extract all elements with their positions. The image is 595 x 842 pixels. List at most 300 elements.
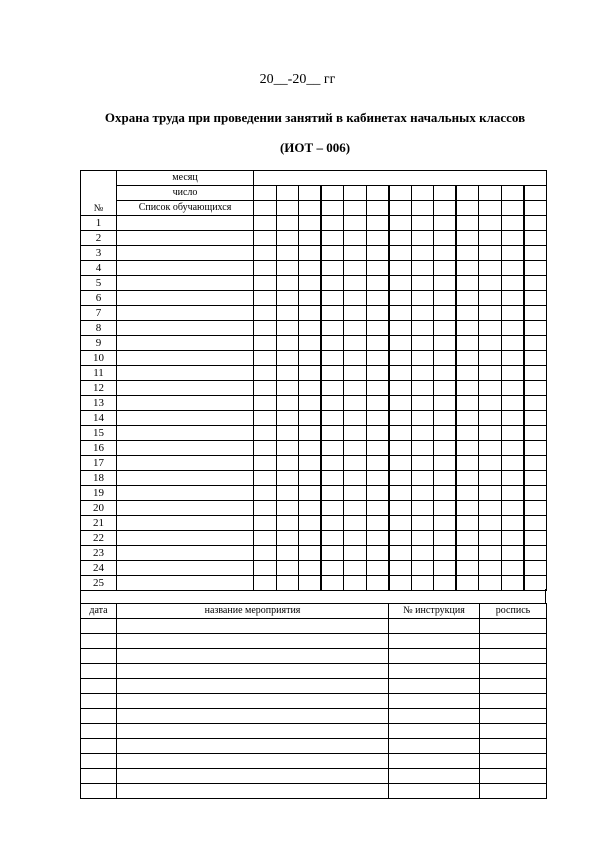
attendance-cell[interactable]	[479, 321, 502, 336]
attendance-cell[interactable]	[389, 531, 412, 546]
attendance-cell[interactable]	[434, 291, 457, 306]
attendance-cell[interactable]	[276, 486, 299, 501]
student-name-cell[interactable]	[117, 471, 254, 486]
attendance-cell[interactable]	[434, 531, 457, 546]
attendance-cell[interactable]	[501, 321, 524, 336]
event-instruction-cell[interactable]	[389, 694, 480, 709]
event-date-cell[interactable]	[81, 679, 117, 694]
attendance-cell[interactable]	[411, 336, 434, 351]
attendance-cell[interactable]	[299, 561, 322, 576]
attendance-cell[interactable]	[501, 501, 524, 516]
attendance-cell[interactable]	[524, 276, 547, 291]
attendance-cell[interactable]	[434, 561, 457, 576]
attendance-cell[interactable]	[456, 216, 479, 231]
event-date-cell[interactable]	[81, 664, 117, 679]
attendance-cell[interactable]	[344, 426, 367, 441]
event-instruction-cell[interactable]	[389, 739, 480, 754]
student-name-cell[interactable]	[117, 516, 254, 531]
attendance-cell[interactable]	[366, 531, 389, 546]
attendance-cell[interactable]	[276, 306, 299, 321]
attendance-cell[interactable]	[321, 471, 344, 486]
event-date-cell[interactable]	[81, 739, 117, 754]
attendance-cell[interactable]	[524, 411, 547, 426]
event-signature-cell[interactable]	[480, 754, 547, 769]
attendance-cell[interactable]	[389, 306, 412, 321]
attendance-cell[interactable]	[344, 186, 367, 201]
attendance-cell[interactable]	[299, 456, 322, 471]
attendance-cell[interactable]	[456, 561, 479, 576]
attendance-cell[interactable]	[524, 306, 547, 321]
event-name-cell[interactable]	[117, 739, 389, 754]
attendance-cell[interactable]	[411, 441, 434, 456]
attendance-cell[interactable]	[434, 366, 457, 381]
attendance-cell[interactable]	[524, 216, 547, 231]
attendance-cell[interactable]	[456, 321, 479, 336]
attendance-cell[interactable]	[411, 246, 434, 261]
attendance-cell[interactable]	[344, 471, 367, 486]
attendance-cell[interactable]	[299, 351, 322, 366]
attendance-cell[interactable]	[254, 546, 277, 561]
attendance-cell[interactable]	[501, 471, 524, 486]
attendance-cell[interactable]	[501, 486, 524, 501]
attendance-cell[interactable]	[501, 306, 524, 321]
attendance-cell[interactable]	[276, 231, 299, 246]
attendance-cell[interactable]	[501, 186, 524, 201]
attendance-cell[interactable]	[299, 366, 322, 381]
attendance-cell[interactable]	[344, 501, 367, 516]
attendance-cell[interactable]	[299, 336, 322, 351]
attendance-cell[interactable]	[501, 366, 524, 381]
attendance-cell[interactable]	[254, 246, 277, 261]
attendance-cell[interactable]	[299, 306, 322, 321]
attendance-cell[interactable]	[389, 291, 412, 306]
attendance-cell[interactable]	[456, 516, 479, 531]
attendance-cell[interactable]	[254, 501, 277, 516]
attendance-cell[interactable]	[411, 456, 434, 471]
attendance-cell[interactable]	[321, 246, 344, 261]
attendance-cell[interactable]	[321, 531, 344, 546]
attendance-cell[interactable]	[321, 216, 344, 231]
event-signature-cell[interactable]	[480, 694, 547, 709]
attendance-cell[interactable]	[366, 246, 389, 261]
attendance-cell[interactable]	[344, 411, 367, 426]
attendance-cell[interactable]	[524, 561, 547, 576]
attendance-cell[interactable]	[434, 456, 457, 471]
student-name-cell[interactable]	[117, 276, 254, 291]
event-name-cell[interactable]	[117, 634, 389, 649]
attendance-cell[interactable]	[434, 501, 457, 516]
attendance-cell[interactable]	[366, 501, 389, 516]
student-name-cell[interactable]	[117, 546, 254, 561]
attendance-cell[interactable]	[479, 291, 502, 306]
attendance-cell[interactable]	[479, 501, 502, 516]
attendance-cell[interactable]	[479, 381, 502, 396]
attendance-cell[interactable]	[389, 321, 412, 336]
attendance-cell[interactable]	[524, 201, 547, 216]
student-name-cell[interactable]	[117, 261, 254, 276]
attendance-cell[interactable]	[434, 546, 457, 561]
attendance-cell[interactable]	[344, 396, 367, 411]
attendance-cell[interactable]	[434, 306, 457, 321]
attendance-cell[interactable]	[344, 306, 367, 321]
student-name-cell[interactable]	[117, 351, 254, 366]
student-name-cell[interactable]	[117, 486, 254, 501]
attendance-cell[interactable]	[479, 261, 502, 276]
attendance-cell[interactable]	[524, 321, 547, 336]
attendance-cell[interactable]	[479, 516, 502, 531]
attendance-cell[interactable]	[411, 321, 434, 336]
student-name-cell[interactable]	[117, 456, 254, 471]
attendance-cell[interactable]	[411, 516, 434, 531]
event-instruction-cell[interactable]	[389, 649, 480, 664]
attendance-cell[interactable]	[299, 291, 322, 306]
attendance-cell[interactable]	[276, 426, 299, 441]
attendance-cell[interactable]	[434, 336, 457, 351]
event-name-cell[interactable]	[117, 649, 389, 664]
student-name-cell[interactable]	[117, 231, 254, 246]
attendance-cell[interactable]	[389, 381, 412, 396]
attendance-cell[interactable]	[344, 441, 367, 456]
attendance-cell[interactable]	[501, 216, 524, 231]
attendance-cell[interactable]	[411, 501, 434, 516]
attendance-cell[interactable]	[501, 456, 524, 471]
attendance-cell[interactable]	[276, 396, 299, 411]
attendance-cell[interactable]	[411, 351, 434, 366]
attendance-cell[interactable]	[321, 561, 344, 576]
attendance-cell[interactable]	[524, 351, 547, 366]
attendance-cell[interactable]	[366, 561, 389, 576]
attendance-cell[interactable]	[254, 216, 277, 231]
attendance-cell[interactable]	[344, 546, 367, 561]
event-signature-cell[interactable]	[480, 664, 547, 679]
attendance-cell[interactable]	[479, 471, 502, 486]
attendance-cell[interactable]	[366, 261, 389, 276]
attendance-cell[interactable]	[434, 186, 457, 201]
attendance-cell[interactable]	[366, 291, 389, 306]
attendance-cell[interactable]	[389, 546, 412, 561]
attendance-cell[interactable]	[479, 201, 502, 216]
attendance-cell[interactable]	[344, 366, 367, 381]
attendance-cell[interactable]	[479, 366, 502, 381]
attendance-cell[interactable]	[456, 261, 479, 276]
attendance-cell[interactable]	[344, 351, 367, 366]
event-instruction-cell[interactable]	[389, 634, 480, 649]
attendance-cell[interactable]	[501, 411, 524, 426]
attendance-cell[interactable]	[479, 351, 502, 366]
attendance-cell[interactable]	[479, 276, 502, 291]
attendance-cell[interactable]	[456, 501, 479, 516]
attendance-cell[interactable]	[501, 276, 524, 291]
attendance-cell[interactable]	[299, 231, 322, 246]
attendance-cell[interactable]	[276, 276, 299, 291]
attendance-cell[interactable]	[321, 306, 344, 321]
attendance-cell[interactable]	[411, 276, 434, 291]
attendance-cell[interactable]	[456, 201, 479, 216]
event-signature-cell[interactable]	[480, 649, 547, 664]
attendance-cell[interactable]	[299, 411, 322, 426]
attendance-cell[interactable]	[366, 396, 389, 411]
attendance-cell[interactable]	[411, 486, 434, 501]
attendance-cell[interactable]	[366, 306, 389, 321]
attendance-cell[interactable]	[344, 516, 367, 531]
student-name-cell[interactable]	[117, 306, 254, 321]
attendance-cell[interactable]	[254, 276, 277, 291]
attendance-cell[interactable]	[366, 216, 389, 231]
attendance-cell[interactable]	[389, 246, 412, 261]
attendance-cell[interactable]	[321, 411, 344, 426]
attendance-cell[interactable]	[456, 396, 479, 411]
attendance-cell[interactable]	[479, 411, 502, 426]
attendance-cell[interactable]	[254, 201, 277, 216]
attendance-cell[interactable]	[276, 216, 299, 231]
attendance-cell[interactable]	[411, 471, 434, 486]
attendance-cell[interactable]	[434, 441, 457, 456]
attendance-cell[interactable]	[389, 276, 412, 291]
attendance-cell[interactable]	[456, 366, 479, 381]
student-name-cell[interactable]	[117, 441, 254, 456]
attendance-cell[interactable]	[254, 351, 277, 366]
attendance-cell[interactable]	[456, 381, 479, 396]
attendance-cell[interactable]	[501, 426, 524, 441]
event-instruction-cell[interactable]	[389, 784, 480, 799]
attendance-cell[interactable]	[524, 486, 547, 501]
attendance-cell[interactable]	[254, 531, 277, 546]
attendance-cell[interactable]	[254, 186, 277, 201]
attendance-cell[interactable]	[366, 186, 389, 201]
attendance-cell[interactable]	[254, 396, 277, 411]
attendance-cell[interactable]	[524, 366, 547, 381]
attendance-cell[interactable]	[389, 501, 412, 516]
attendance-cell[interactable]	[299, 471, 322, 486]
attendance-cell[interactable]	[299, 501, 322, 516]
attendance-cell[interactable]	[501, 396, 524, 411]
event-signature-cell[interactable]	[480, 709, 547, 724]
attendance-cell[interactable]	[434, 261, 457, 276]
event-signature-cell[interactable]	[480, 739, 547, 754]
attendance-cell[interactable]	[524, 261, 547, 276]
attendance-cell[interactable]	[276, 516, 299, 531]
attendance-cell[interactable]	[366, 201, 389, 216]
attendance-cell[interactable]	[366, 411, 389, 426]
attendance-cell[interactable]	[276, 291, 299, 306]
attendance-cell[interactable]	[276, 471, 299, 486]
attendance-cell[interactable]	[299, 486, 322, 501]
attendance-cell[interactable]	[434, 471, 457, 486]
attendance-cell[interactable]	[321, 516, 344, 531]
attendance-cell[interactable]	[321, 381, 344, 396]
attendance-cell[interactable]	[501, 231, 524, 246]
attendance-cell[interactable]	[411, 531, 434, 546]
attendance-cell[interactable]	[389, 426, 412, 441]
event-instruction-cell[interactable]	[389, 754, 480, 769]
student-name-cell[interactable]	[117, 246, 254, 261]
attendance-cell[interactable]	[321, 426, 344, 441]
attendance-cell[interactable]	[411, 396, 434, 411]
attendance-cell[interactable]	[321, 321, 344, 336]
event-instruction-cell[interactable]	[389, 724, 480, 739]
attendance-cell[interactable]	[501, 261, 524, 276]
student-name-cell[interactable]	[117, 426, 254, 441]
attendance-cell[interactable]	[321, 456, 344, 471]
student-name-cell[interactable]	[117, 216, 254, 231]
attendance-cell[interactable]	[254, 321, 277, 336]
attendance-cell[interactable]	[479, 396, 502, 411]
attendance-cell[interactable]	[344, 216, 367, 231]
attendance-cell[interactable]	[344, 486, 367, 501]
event-instruction-cell[interactable]	[389, 679, 480, 694]
student-name-cell[interactable]	[117, 531, 254, 546]
attendance-cell[interactable]	[389, 516, 412, 531]
month-value-cell[interactable]	[254, 171, 547, 186]
attendance-cell[interactable]	[321, 366, 344, 381]
attendance-cell[interactable]	[411, 561, 434, 576]
attendance-cell[interactable]	[456, 546, 479, 561]
attendance-cell[interactable]	[299, 426, 322, 441]
attendance-cell[interactable]	[456, 351, 479, 366]
event-date-cell[interactable]	[81, 694, 117, 709]
attendance-cell[interactable]	[299, 216, 322, 231]
attendance-cell[interactable]	[389, 336, 412, 351]
attendance-cell[interactable]	[254, 441, 277, 456]
attendance-cell[interactable]	[501, 351, 524, 366]
attendance-cell[interactable]	[366, 441, 389, 456]
attendance-cell[interactable]	[434, 276, 457, 291]
attendance-cell[interactable]	[389, 201, 412, 216]
attendance-cell[interactable]	[434, 381, 457, 396]
attendance-cell[interactable]	[389, 471, 412, 486]
attendance-cell[interactable]	[411, 231, 434, 246]
attendance-cell[interactable]	[321, 486, 344, 501]
attendance-cell[interactable]	[344, 561, 367, 576]
attendance-cell[interactable]	[299, 381, 322, 396]
attendance-cell[interactable]	[299, 321, 322, 336]
attendance-cell[interactable]	[299, 546, 322, 561]
attendance-cell[interactable]	[389, 216, 412, 231]
attendance-cell[interactable]	[366, 231, 389, 246]
student-name-cell[interactable]	[117, 411, 254, 426]
attendance-cell[interactable]	[344, 291, 367, 306]
attendance-cell[interactable]	[366, 426, 389, 441]
attendance-cell[interactable]	[276, 261, 299, 276]
event-date-cell[interactable]	[81, 634, 117, 649]
attendance-cell[interactable]	[321, 396, 344, 411]
attendance-cell[interactable]	[276, 441, 299, 456]
attendance-cell[interactable]	[479, 441, 502, 456]
event-signature-cell[interactable]	[480, 619, 547, 634]
attendance-cell[interactable]	[524, 531, 547, 546]
attendance-cell[interactable]	[524, 516, 547, 531]
attendance-cell[interactable]	[366, 381, 389, 396]
attendance-cell[interactable]	[524, 381, 547, 396]
attendance-cell[interactable]	[434, 231, 457, 246]
attendance-cell[interactable]	[276, 336, 299, 351]
attendance-cell[interactable]	[456, 531, 479, 546]
attendance-cell[interactable]	[276, 456, 299, 471]
attendance-cell[interactable]	[524, 471, 547, 486]
attendance-cell[interactable]	[389, 456, 412, 471]
attendance-cell[interactable]	[299, 246, 322, 261]
event-instruction-cell[interactable]	[389, 664, 480, 679]
event-date-cell[interactable]	[81, 709, 117, 724]
attendance-cell[interactable]	[276, 546, 299, 561]
attendance-cell[interactable]	[456, 276, 479, 291]
attendance-cell[interactable]	[299, 186, 322, 201]
event-instruction-cell[interactable]	[389, 619, 480, 634]
attendance-cell[interactable]	[501, 561, 524, 576]
attendance-cell[interactable]	[524, 501, 547, 516]
attendance-cell[interactable]	[254, 516, 277, 531]
event-name-cell[interactable]	[117, 754, 389, 769]
student-name-cell[interactable]	[117, 336, 254, 351]
attendance-cell[interactable]	[321, 231, 344, 246]
attendance-cell[interactable]	[434, 396, 457, 411]
attendance-cell[interactable]	[389, 561, 412, 576]
attendance-cell[interactable]	[524, 246, 547, 261]
attendance-cell[interactable]	[524, 291, 547, 306]
attendance-cell[interactable]	[456, 486, 479, 501]
attendance-cell[interactable]	[366, 456, 389, 471]
attendance-cell[interactable]	[321, 291, 344, 306]
attendance-cell[interactable]	[411, 381, 434, 396]
event-name-cell[interactable]	[117, 769, 389, 784]
attendance-cell[interactable]	[434, 246, 457, 261]
attendance-cell[interactable]	[411, 546, 434, 561]
attendance-cell[interactable]	[321, 186, 344, 201]
event-name-cell[interactable]	[117, 619, 389, 634]
attendance-cell[interactable]	[456, 186, 479, 201]
attendance-cell[interactable]	[389, 261, 412, 276]
attendance-cell[interactable]	[456, 291, 479, 306]
attendance-cell[interactable]	[321, 501, 344, 516]
attendance-cell[interactable]	[254, 306, 277, 321]
attendance-cell[interactable]	[254, 336, 277, 351]
attendance-cell[interactable]	[479, 231, 502, 246]
attendance-cell[interactable]	[434, 411, 457, 426]
attendance-cell[interactable]	[479, 531, 502, 546]
attendance-cell[interactable]	[456, 306, 479, 321]
attendance-cell[interactable]	[276, 561, 299, 576]
attendance-cell[interactable]	[254, 291, 277, 306]
attendance-cell[interactable]	[344, 201, 367, 216]
attendance-cell[interactable]	[321, 351, 344, 366]
attendance-cell[interactable]	[276, 351, 299, 366]
attendance-cell[interactable]	[366, 276, 389, 291]
attendance-cell[interactable]	[501, 381, 524, 396]
attendance-cell[interactable]	[456, 426, 479, 441]
attendance-cell[interactable]	[501, 441, 524, 456]
attendance-cell[interactable]	[411, 291, 434, 306]
attendance-cell[interactable]	[321, 336, 344, 351]
event-name-cell[interactable]	[117, 709, 389, 724]
attendance-cell[interactable]	[479, 426, 502, 441]
attendance-cell[interactable]	[344, 381, 367, 396]
attendance-cell[interactable]	[254, 561, 277, 576]
attendance-cell[interactable]	[434, 426, 457, 441]
attendance-cell[interactable]	[254, 456, 277, 471]
attendance-cell[interactable]	[366, 351, 389, 366]
attendance-cell[interactable]	[501, 246, 524, 261]
attendance-cell[interactable]	[276, 381, 299, 396]
attendance-cell[interactable]	[321, 276, 344, 291]
attendance-cell[interactable]	[434, 351, 457, 366]
attendance-cell[interactable]	[411, 411, 434, 426]
event-date-cell[interactable]	[81, 754, 117, 769]
attendance-cell[interactable]	[389, 351, 412, 366]
event-name-cell[interactable]	[117, 724, 389, 739]
attendance-cell[interactable]	[276, 411, 299, 426]
attendance-cell[interactable]	[524, 186, 547, 201]
attendance-cell[interactable]	[389, 441, 412, 456]
